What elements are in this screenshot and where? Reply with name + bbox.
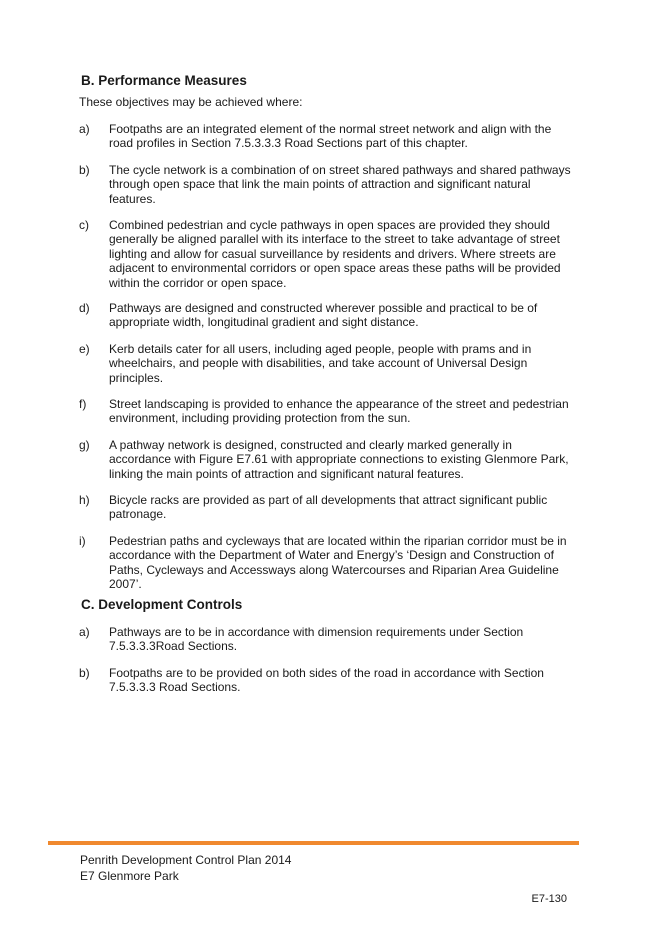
item-label: h) xyxy=(79,493,90,507)
section-b-intro: These objectives may be achieved where: xyxy=(79,95,303,109)
item-text: Footpaths are to be provided on both sides of the road in accordance with Section 7.5.3.3.3 Road Sections. xyxy=(109,666,544,695)
item-text: Street landscaping is provided to enhance the appearance of the street and pedestrian environment, including providing protection from the sun. xyxy=(109,397,569,426)
footer-rule xyxy=(48,841,579,845)
item-label: e) xyxy=(79,342,90,356)
item-label: a) xyxy=(79,625,90,639)
item-label: d) xyxy=(79,301,90,315)
item-label: a) xyxy=(79,122,90,136)
item-text: The cycle network is a combination of on street shared pathways and shared pathways through open space that link the main points of attraction and significant natural features. xyxy=(109,163,571,206)
item-label: b) xyxy=(79,163,90,177)
item-text: Kerb details cater for all users, including aged people, people with prams and in wheelchairs, and people with disabilities, and take account of Universal Design principles. xyxy=(109,342,532,385)
item-label: c) xyxy=(79,218,89,232)
item-text: A pathway network is designed, constructed and clearly marked generally in accordance with Figure E7.61 with appropriate connections to existing Glenmore Park, linking the main points of attraction and significant natural features. xyxy=(109,438,569,481)
item-text: Pathways are designed and constructed wherever possible and practical to be of appropriate width, longitudinal gradient and sight distance. xyxy=(109,301,538,330)
item-label: g) xyxy=(79,438,90,452)
item-text: Pathways are to be in accordance with dimension requirements under Section 7.5.3.3.3Road Sections. xyxy=(109,625,524,654)
page-number: E7-130 xyxy=(531,893,567,905)
footer-section-name: E7 Glenmore Park xyxy=(80,869,179,883)
item-label: i) xyxy=(79,534,86,548)
section-c-heading: C. Development Controls xyxy=(81,597,243,612)
item-text: Bicycle racks are provided as part of all developments that attract significant public patronage. xyxy=(109,493,548,522)
item-text: Pedestrian paths and cycleways that are located within the riparian corridor must be in accordance with the Department of Water and Energy’s ‘Design and Construction of Paths, Cycleways and Accessways along Watercourses and Riparian Area Guideline 2007’. xyxy=(109,534,567,592)
item-label: f) xyxy=(79,397,87,411)
item-label: b) xyxy=(79,666,90,680)
section-b-heading: B. Performance Measures xyxy=(81,73,247,88)
item-text: Combined pedestrian and cycle pathways in open spaces are provided they should generally be aligned parallel with its interface to the street to take advantage of street lighting and allow for casual surveillance by residents and drivers. Where streets are adjacent to environmental corridors or open space areas these paths will be provided within the corridor or open space. xyxy=(109,218,561,290)
item-text: Footpaths are an integrated element of the normal street network and align with the road profiles in Section 7.5.3.3.3 Road Sections part of this chapter. xyxy=(109,122,552,151)
footer-document-title: Penrith Development Control Plan 2014 xyxy=(80,853,292,867)
